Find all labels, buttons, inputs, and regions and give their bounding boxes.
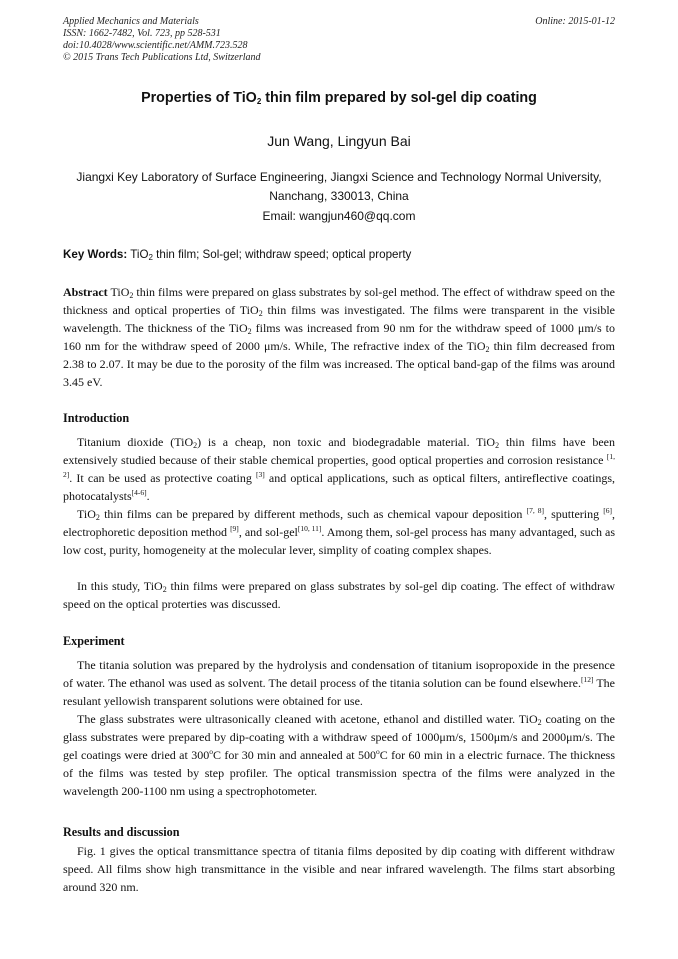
affiliation: Jiangxi Key Laboratory of Surface Engineering, Jiangxi Science and Technology Normal University, Nanchang, 330013, China xyxy=(76,170,602,203)
results-heading: Results and discussion xyxy=(63,825,180,839)
online-date: Online: 2015-01-12 xyxy=(535,16,615,27)
doi-line: doi:10.4028/www.scientific.net/AMM.723.528 xyxy=(63,40,248,51)
intro-paragraph-1: Titanium dioxide (TiO$_2$) is a cheap, non toxic and biodegradable material. TiO$_2$ thin films have been extensively studied because of their stable chemical properties, good optical properties and corrosion resistance [1, 2]. It can be used as protective coating [3] and optical applications, such as optical filters, antireflective coatings, photocatalysts[4-6]. xyxy=(63,435,615,504)
issn-line: ISSN: 1662-7482, Vol. 723, pp 528-531 xyxy=(63,28,221,39)
authors: Jun Wang, Lingyun Bai xyxy=(267,133,411,149)
journal-header xyxy=(63,16,261,64)
introduction-heading: Introduction xyxy=(63,411,130,425)
abstract-label: Abstract xyxy=(63,285,108,299)
experiment-paragraph-2: The glass substrates were ultrasonically cleaned with acetone, ethanol and distilled water. TiO$_2$ coating on the glass substrates were prepared by dip-coating with a withdraw speed of 1000μm/s, 1500μm/s and 2000μm/s. The gel coatings were dried at 300$^o$C for 30 min and annealed at 500$^o$C for 60 min in a electric furnace. The thickness of the films was tested by step profiler. The optical transmission spectra of the films were analyzed in the wavelength 200-1100 nm using a spectrophotometer. xyxy=(63,712,616,799)
abstract: Abstract TiO$_2$ thin films were prepared on glass substrates by sol-gel method. The effect of withdraw speed on the thickness and optical properties of TiO$_2$ thin films was investigated. The films were transparent in the visible wavelength. The thickness of the TiO$_2$ films was increased from 90 nm for the withdraw speed of 1000 μm/s to 160 nm for the withdraw speed of 2000 μm/s. While, The refractive index of the TiO$_2$ thin film decreased from 2.38 to 2.07. It may be due to the porosity of the film was increased. The optical band-gap of the films was around 3.45 eV. xyxy=(63,285,615,390)
keywords-label: Key Words: xyxy=(63,248,128,261)
keywords: Key Words: TiO$_2$ thin film; Sol-gel; withdraw speed; optical property xyxy=(63,248,412,262)
intro-paragraph-2: TiO$_2$ thin films can be prepared by different methods, such as chemical vapour deposition [7, 8], sputtering [6], electrophoretic deposition method [9], and sol-gel[10, 11]. Among them, sol-gel process has many advantaged, such as low cost, purity, homogeneity at the molecular lever, simplity of coating complex shapes. xyxy=(63,506,615,558)
email: Email: wangjun460@qq.com xyxy=(262,209,416,223)
intro-paragraph-3: In this study, TiO$_2$ thin films were prepared on glass substrates by sol-gel dip coating. The effect of withdraw speed on the optical proterties was discussed. xyxy=(63,579,616,612)
journal-name: Applied Mechanics and Materials xyxy=(63,16,199,27)
paper-title: Properties of TiO$_2$ thin film prepared by sol-gel dip coating xyxy=(141,90,537,106)
experiment-paragraph-1: The titania solution was prepared by the hydrolysis and condensation of titanium isopropoxide in the presence of water. The ethanol was used as solvent. The detail process of the titania solution can be found elsewhere.[12] The resulant yellowish transparent solutions were obtained for use. xyxy=(63,658,615,709)
results-paragraph-1: Fig. 1 gives the optical transmittance spectra of titania films deposited by dip coating with different withdraw speed. All films show high transmittance in the visible and near infrared wavelength. The films start absorbing around 320 nm. xyxy=(63,844,615,895)
experiment-heading: Experiment xyxy=(63,634,125,648)
copyright-line: © 2015 Trans Tech Publications Ltd, Switzerland xyxy=(63,52,261,63)
